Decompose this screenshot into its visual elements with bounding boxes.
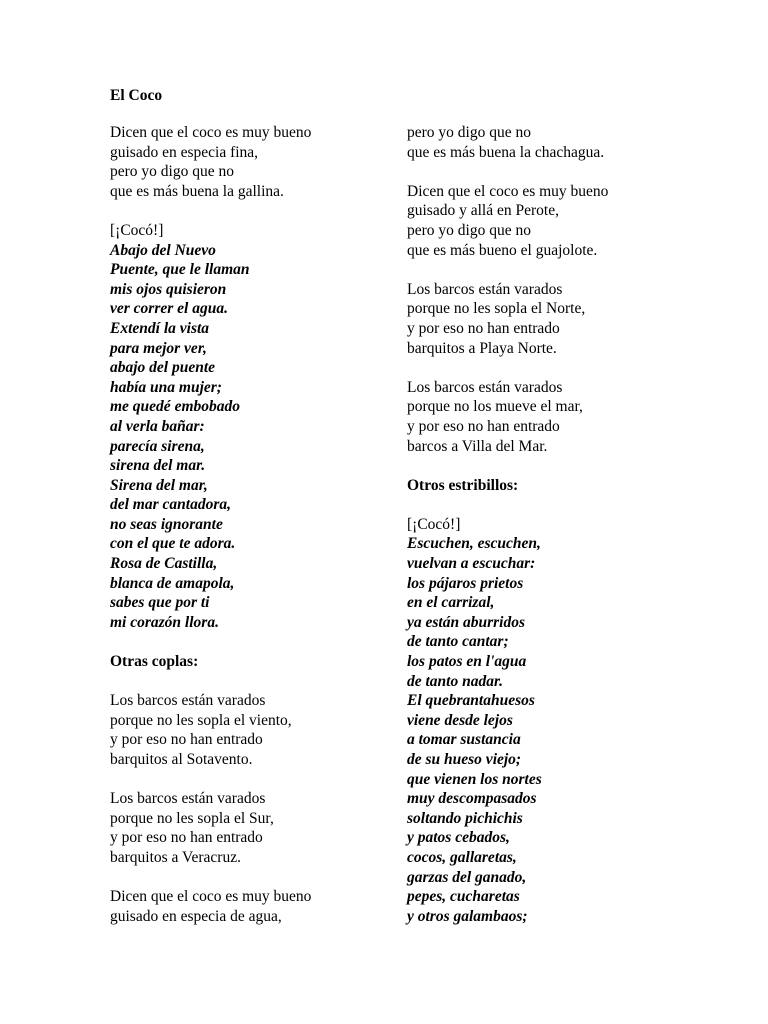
verse-line: del mar cantadora, bbox=[110, 496, 231, 514]
verse-line: porque no les sopla el Norte, bbox=[407, 300, 586, 318]
verse-line: Dicen que el coco es muy bueno bbox=[110, 124, 312, 141]
verse-line: y por eso no han entrado bbox=[407, 417, 560, 435]
verse-line: porque no les sopla el Sur, bbox=[110, 809, 274, 827]
verse-line: sabes que por ti bbox=[110, 594, 210, 612]
verse-line: que es más buena la chachagua. bbox=[407, 143, 605, 161]
verse-line: al verla bañar: bbox=[110, 417, 205, 435]
verse-line: parecía sirena, bbox=[110, 437, 205, 455]
stanza-gap bbox=[407, 260, 707, 280]
verse-line: me quedé embobado bbox=[110, 398, 241, 416]
stanza-gap bbox=[110, 632, 400, 652]
verse-line: ya están aburridos bbox=[407, 613, 525, 631]
verse-line: porque no les sopla el viento, bbox=[110, 711, 292, 729]
verse-line: los patos en l'agua bbox=[407, 653, 527, 671]
verse-line: mi corazón llora. bbox=[110, 613, 219, 631]
verse-line: muy descompasados bbox=[407, 790, 537, 808]
verse-line: sirena del mar. bbox=[110, 457, 206, 475]
verse-line: Los barcos están varados bbox=[407, 378, 563, 396]
verse-line: para mejor ver, bbox=[110, 339, 207, 357]
section-heading: Otros estribillos: bbox=[407, 476, 519, 494]
verse-line: garzas del ganado, bbox=[407, 868, 527, 886]
stanza-gap bbox=[110, 770, 400, 790]
verse-line: barquitos al Sotavento. bbox=[110, 751, 253, 768]
stanza-gap bbox=[407, 162, 707, 182]
verse-line: guisado en especia de agua, bbox=[110, 907, 282, 925]
verse-line: y patos cebados, bbox=[407, 829, 510, 847]
verse-line: Los barcos están varados bbox=[110, 692, 266, 710]
verse-line: viene desde lejos bbox=[407, 711, 513, 729]
verse-line: y por eso no han entrado bbox=[110, 829, 263, 847]
stanza-gap bbox=[110, 672, 400, 692]
verse-line: blanca de amapola, bbox=[110, 574, 235, 592]
verse-line: abajo del puente bbox=[110, 359, 216, 377]
verse-line: que es más buena la gallina. bbox=[110, 182, 284, 200]
verse-line: que es más bueno el guajolote. bbox=[407, 241, 598, 259]
verse-line: de tanto nadar. bbox=[407, 672, 504, 690]
verse-line: y por eso no han entrado bbox=[407, 319, 560, 337]
verse-line: había una mujer; bbox=[110, 378, 222, 396]
document-title: El Coco bbox=[110, 87, 163, 104]
verse-line: Puente, que le llaman bbox=[110, 261, 250, 279]
verse-line: y otros galambaos; bbox=[407, 907, 528, 925]
verse-line: Dicen que el coco es muy bueno bbox=[407, 182, 609, 200]
verse-line: [¡Cocó!] bbox=[110, 221, 164, 239]
verse-line: ver correr el agua. bbox=[110, 300, 228, 318]
verse-line: de tanto cantar; bbox=[407, 633, 509, 651]
verse-line: guisado y allá en Perote, bbox=[407, 202, 559, 220]
verse-line: no seas ignorante bbox=[110, 515, 223, 533]
verse-line: Extendí la vista bbox=[110, 319, 210, 337]
verse-line: Abajo del Nuevo bbox=[110, 241, 216, 259]
verse-line: pero yo digo que no bbox=[407, 221, 531, 239]
stanza-gap bbox=[110, 868, 400, 888]
left-column bbox=[110, 123, 400, 926]
verse-line: Rosa de Castilla, bbox=[110, 555, 218, 573]
verse-line: pero yo digo que no bbox=[407, 124, 531, 141]
verse-line: cocos, gallaretas, bbox=[407, 848, 517, 866]
verse-line: barquitos a Playa Norte. bbox=[407, 339, 557, 357]
verse-line: con el que te adora. bbox=[110, 535, 236, 553]
verse-line: barquitos a Veracruz. bbox=[110, 848, 241, 866]
verse-line: soltando pichichis bbox=[407, 809, 523, 827]
verse-line: Los barcos están varados bbox=[110, 790, 266, 808]
verse-line: barcos a Villa del Mar. bbox=[407, 437, 548, 455]
verse-line: en el carrizal, bbox=[407, 594, 495, 612]
verse-line: Escuchen, escuchen, bbox=[407, 535, 541, 553]
verse-line: los pájaros prietos bbox=[407, 574, 524, 592]
right-column bbox=[407, 123, 707, 926]
verse-line: [¡Cocó!] bbox=[407, 515, 461, 533]
verse-line: pepes, cucharetas bbox=[407, 888, 520, 906]
verse-line: a tomar sustancia bbox=[407, 731, 521, 749]
stanza-gap bbox=[407, 456, 707, 476]
verse-line: vuelvan a escuchar: bbox=[407, 555, 536, 573]
verse-line: y por eso no han entrado bbox=[110, 731, 263, 749]
verse-line: Los barcos están varados bbox=[407, 280, 563, 298]
stanza-gap bbox=[110, 201, 400, 221]
verse-line: El quebrantahuesos bbox=[407, 692, 535, 710]
verse-line: mis ojos quisieron bbox=[110, 280, 227, 298]
verse-line: pero yo digo que no bbox=[110, 163, 234, 181]
verse-line: de su hueso viejo; bbox=[407, 751, 522, 768]
verse-line: que vienen los nortes bbox=[407, 770, 542, 788]
stanza-gap bbox=[407, 495, 707, 515]
verse-line: Dicen que el coco es muy bueno bbox=[110, 888, 312, 906]
verse-line: Sirena del mar, bbox=[110, 476, 208, 494]
section-heading: Otras coplas: bbox=[110, 653, 199, 671]
verse-line: guisado en especia fina, bbox=[110, 143, 259, 161]
stanza-gap bbox=[407, 358, 707, 378]
verse-line: porque no los mueve el mar, bbox=[407, 398, 583, 416]
